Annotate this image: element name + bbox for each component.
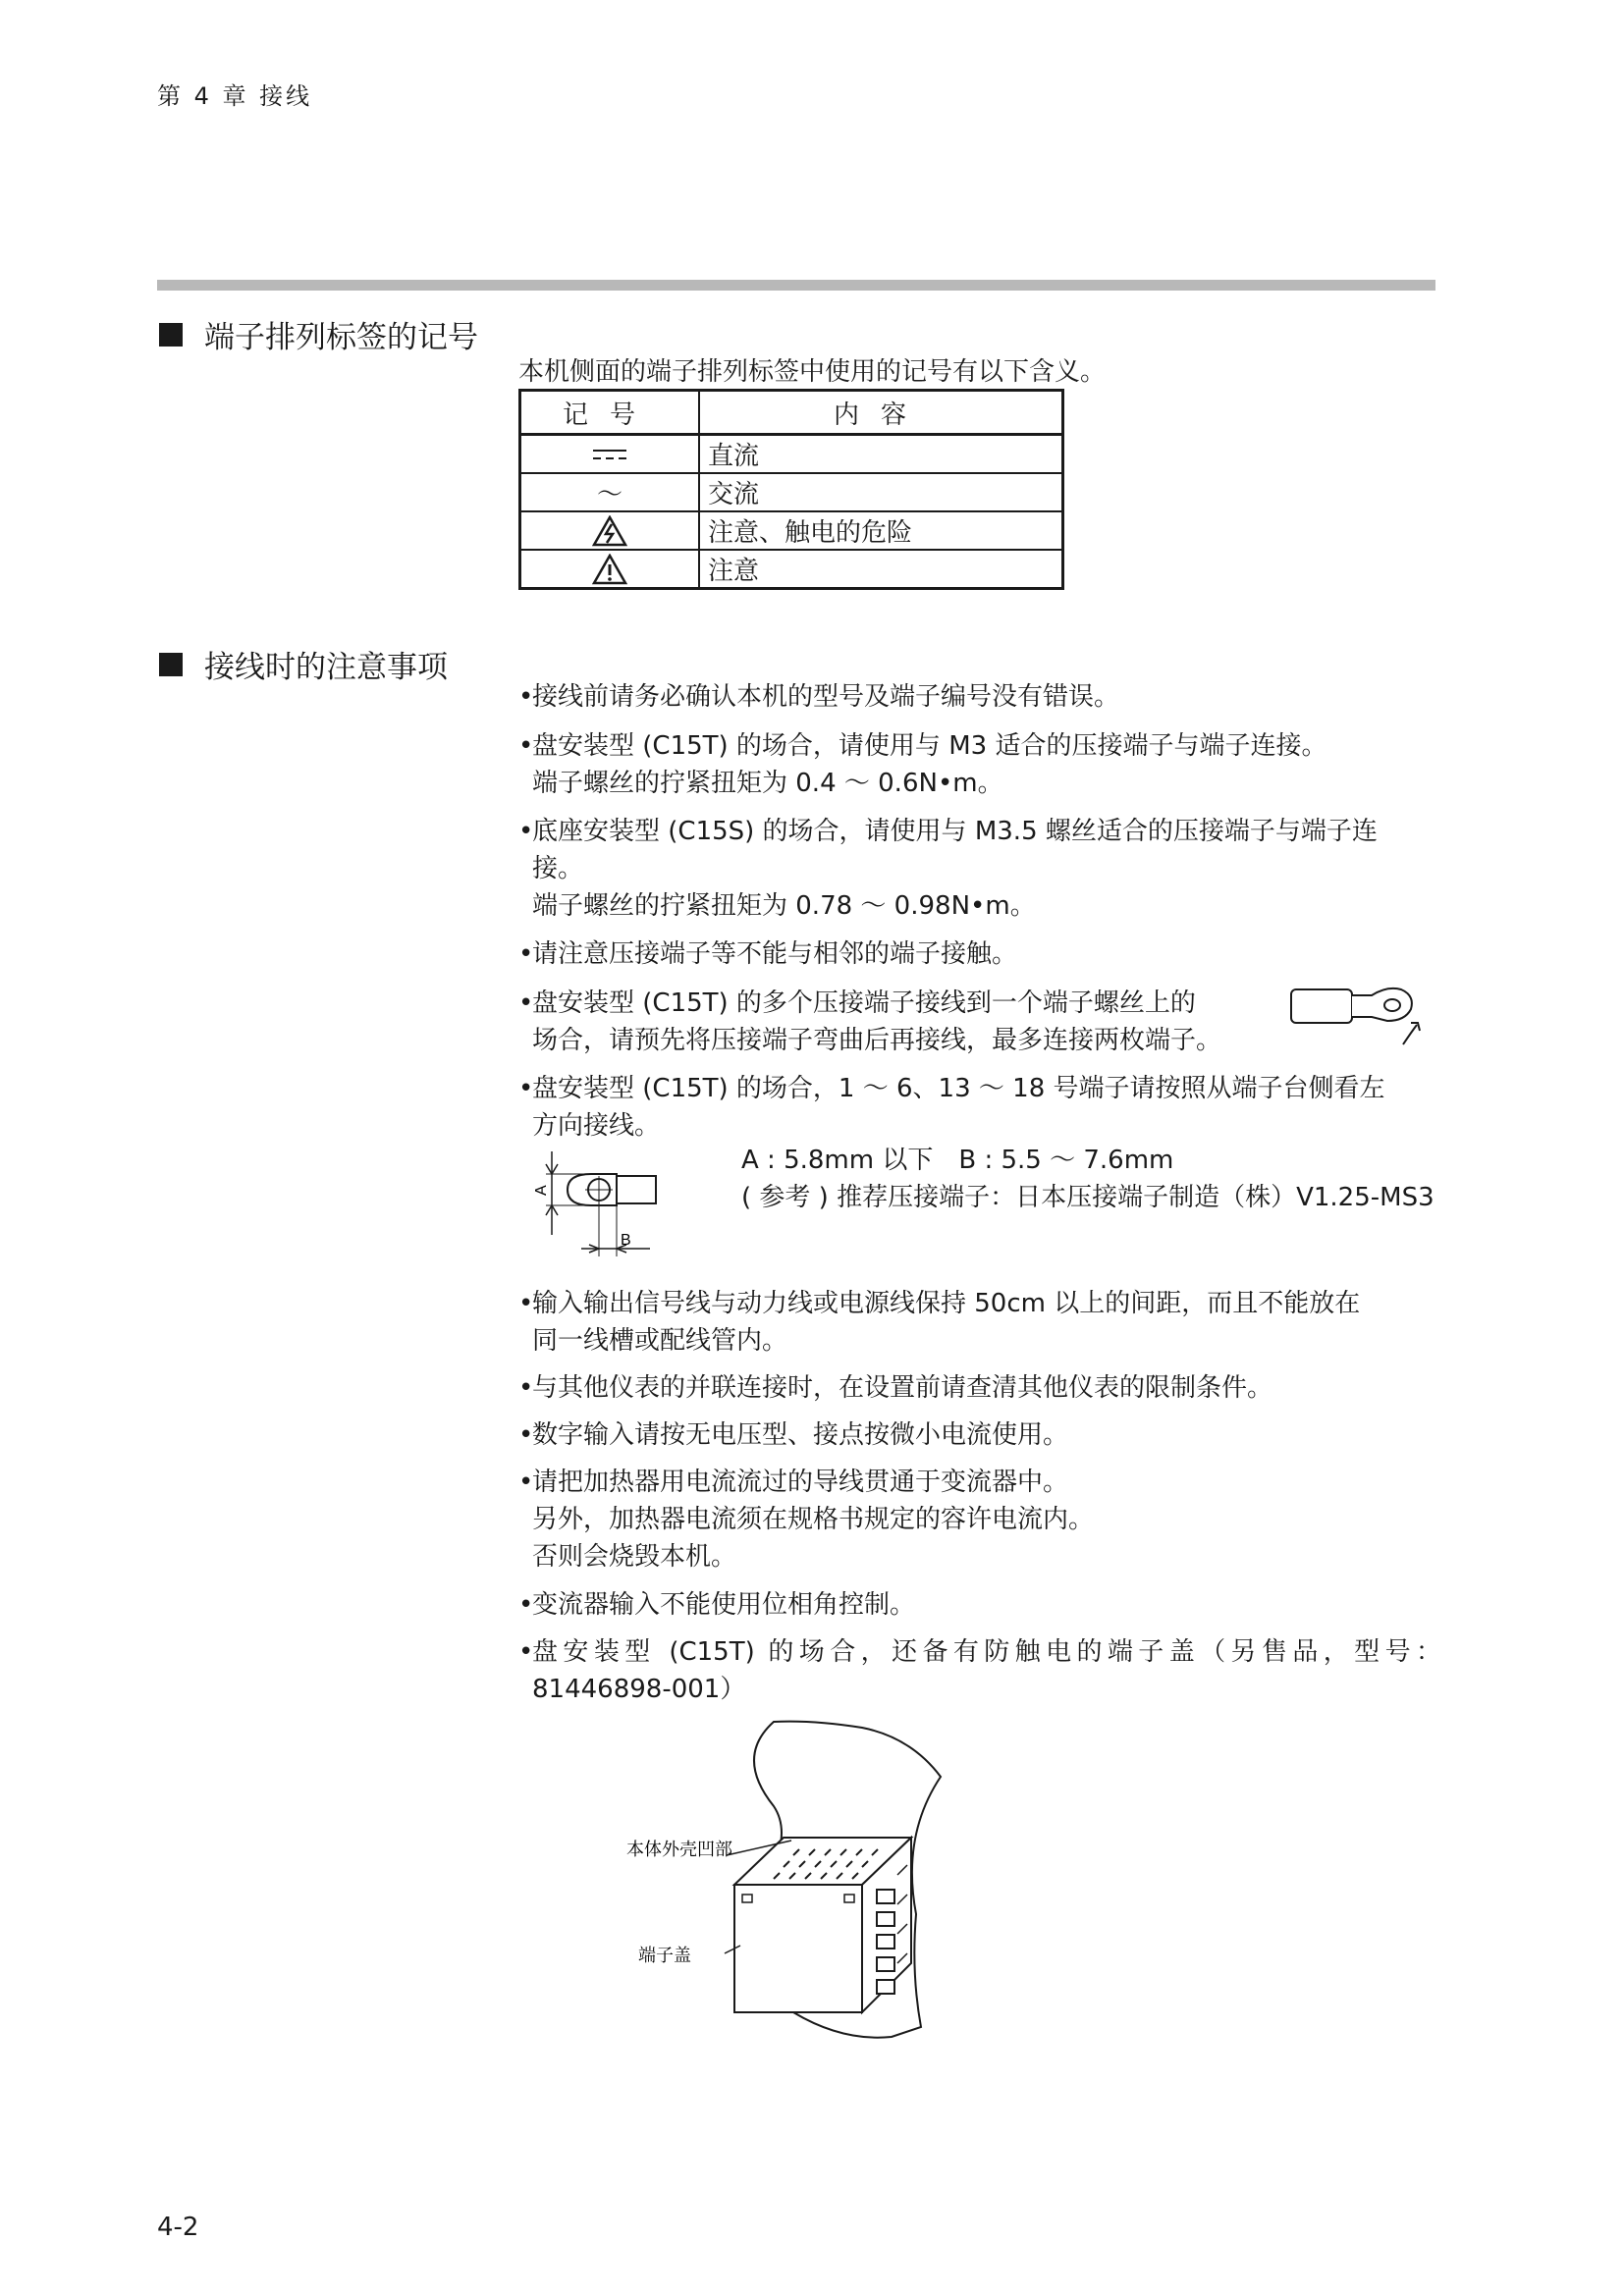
electric-shock-warning-icon: [592, 515, 627, 547]
square-bullet-icon: [159, 323, 183, 347]
page-number: 4-2: [157, 2213, 199, 2242]
list-item: • 请注意压接端子等不能与相邻的端子接触。: [518, 939, 1018, 969]
table-row: ～ 交流: [520, 473, 1063, 511]
header-symbol: 记号: [520, 391, 700, 435]
section-title-precautions: 接线时的注意事项: [159, 642, 448, 686]
terminal-dimensions: A : 5.8mm 以下 B : 5.5 ～ 7.6mm: [741, 1146, 1174, 1175]
list-item: • 请把加热器用电流流过的导线贯通于变流器中。 另外，加热器电流须在规格书规定的容许电流内。 否则会烧毁本机。: [518, 1468, 1095, 1572]
table-row: 注意、触电的危险: [520, 511, 1063, 550]
list-item: • 底座安装型 (C15S) 的场合，请使用与 M3.5 螺丝适合的压接端子与端子连 接。 端子螺丝的拧紧扭矩为 0.78 ～ 0.98N•m。: [518, 817, 1378, 921]
list-item: • 盘安装型 (C15T) 的场合，还备有防触电的端子盖（另售品，型号： 81446898-001）: [518, 1637, 1441, 1704]
terminal-cover-illustration: [617, 1718, 990, 2042]
list-item: • 输入输出信号线与动力线或电源线保持 50cm 以上的间距，而且不能放在 同一线槽或配线管内。: [518, 1289, 1361, 1356]
label-terminal-cover: 端子盖: [638, 1946, 691, 1965]
square-bullet-icon: [159, 653, 183, 676]
list-item: • 与其他仪表的并联连接时，在设置前请查清其他仪表的限制条件。: [518, 1373, 1273, 1403]
dc-symbol-icon: [593, 450, 626, 459]
section-title-symbols: 端子排列标签的记号: [159, 312, 478, 356]
list-item: • 盘安装型 (C15T) 的多个压接端子接线到一个端子螺丝上的 场合，请预先将压接端子弯曲后再接线，最多连接两枚端子。: [518, 988, 1222, 1055]
table-row: 直流: [520, 435, 1063, 474]
crimp-terminal-dimension-drawing: [532, 1147, 689, 1269]
caution-icon: [592, 554, 627, 585]
chapter-header: 第 4 章 接线: [157, 82, 313, 110]
list-item: • 盘安装型 (C15T) 的场合，1 ～ 6、13 ～ 18 号端子请按照从端子台侧看左 方向接线。: [518, 1074, 1385, 1141]
list-item: • 变流器输入不能使用位相角控制。: [518, 1590, 916, 1620]
list-item: • 盘安装型 (C15T) 的场合，请使用与 M3 适合的压接端子与端子连接。 端子螺丝的拧紧扭矩为 0.4 ～ 0.6N•m。: [518, 731, 1327, 798]
ac-symbol: ～: [520, 473, 700, 511]
intro-text: 本机侧面的端子排列标签中使用的记号有以下含义。: [518, 357, 1107, 387]
table-row: 注意: [520, 550, 1063, 589]
symbol-table: [518, 389, 1064, 590]
section-divider: [157, 280, 1435, 291]
table-header-row: [520, 391, 1063, 435]
header-meaning: 内容: [699, 391, 1063, 435]
list-item: • 接线前请务必确认本机的型号及端子编号没有错误。: [518, 682, 1120, 712]
list-item: • 数字输入请按无电压型、接点按微小电流使用。: [518, 1420, 1069, 1450]
terminal-spec: [741, 1142, 1435, 1216]
label-case-recess: 本体外壳凹部: [626, 1840, 732, 1859]
bent-crimp-terminal-illustration: [1289, 982, 1436, 1050]
dimension-label-a: A: [533, 1185, 550, 1196]
dimension-label-b: B: [621, 1232, 631, 1249]
recommended-terminal: ( 参考 ) 推荐压接端子：日本压接端子制造（株）V1.25-MS3: [741, 1183, 1435, 1212]
